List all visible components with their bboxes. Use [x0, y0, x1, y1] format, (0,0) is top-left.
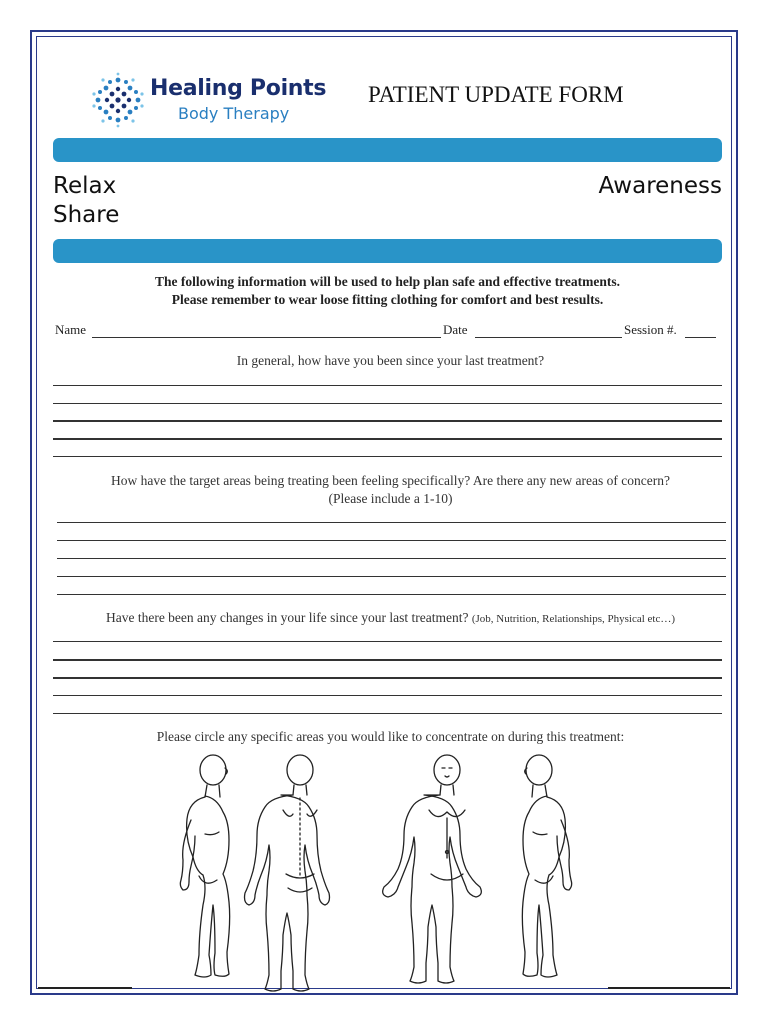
answer-line[interactable]: [57, 540, 726, 541]
top-color-band: [53, 138, 722, 162]
second-color-band: [53, 239, 722, 263]
session-label: Session #.: [624, 322, 677, 337]
answer-line[interactable]: [57, 594, 726, 595]
body-figure-front[interactable]: [383, 755, 482, 983]
question-target-areas-note: (Please include a 1-10): [328, 491, 453, 506]
answer-line[interactable]: [53, 641, 722, 642]
answer-line[interactable]: [57, 576, 726, 577]
form-title: PATIENT UPDATE FORM: [368, 82, 624, 107]
question-life-changes: [53, 610, 728, 626]
answer-line[interactable]: [53, 420, 722, 422]
answer-line[interactable]: [57, 558, 726, 559]
question-life-changes-text: Have there been any changes in your life since your last treatment?: [105, 610, 469, 625]
body-figure-side-left[interactable]: [180, 755, 229, 977]
answer-line[interactable]: [53, 456, 722, 457]
question-life-changes-note: (Job, Nutrition, Relationships, Physical etc…): [471, 613, 676, 625]
intro-line-2: Please remember to wear loose fitting clothing for comfort and best results.: [171, 292, 604, 307]
answer-line[interactable]: [53, 438, 722, 440]
tagline-relax: Relax: [53, 173, 117, 199]
answer-line[interactable]: [53, 713, 722, 714]
footer-rule-right: [608, 987, 730, 989]
footer-rule-left: [38, 987, 132, 989]
tagline-share: Share: [53, 202, 120, 228]
session-field[interactable]: [685, 337, 716, 338]
answer-line[interactable]: [53, 659, 722, 661]
tagline-awareness: Awareness: [598, 173, 722, 199]
intro-line-1: The following information will be used to help plan safe and effective treatments.: [154, 274, 621, 289]
question-circle-areas: Please circle any specific areas you would like to concentrate on during this treatment:: [156, 729, 625, 744]
body-figure-back[interactable]: [245, 755, 330, 991]
body-diagram[interactable]: [133, 748, 605, 992]
answer-line[interactable]: [53, 385, 722, 386]
dots-logo-icon: [88, 72, 148, 128]
brand-name: Healing Points: [150, 76, 327, 101]
name-label: Name: [55, 322, 87, 337]
date-label: Date: [443, 322, 468, 337]
brand-logo: [88, 72, 328, 128]
body-figure-side-right[interactable]: [522, 755, 571, 977]
date-field[interactable]: [475, 337, 622, 338]
question-target-areas: How have the target areas being treating been feeling specifically? Are there any new areas of concern?: [111, 473, 670, 488]
answer-line[interactable]: [53, 403, 722, 404]
name-field[interactable]: [92, 337, 441, 338]
answer-line[interactable]: [53, 677, 722, 679]
answer-line[interactable]: [53, 695, 722, 696]
question-general-wellbeing: In general, how have you been since your last treatment?: [236, 353, 545, 368]
brand-subtitle: Body Therapy: [178, 104, 290, 123]
answer-line[interactable]: [57, 522, 726, 523]
